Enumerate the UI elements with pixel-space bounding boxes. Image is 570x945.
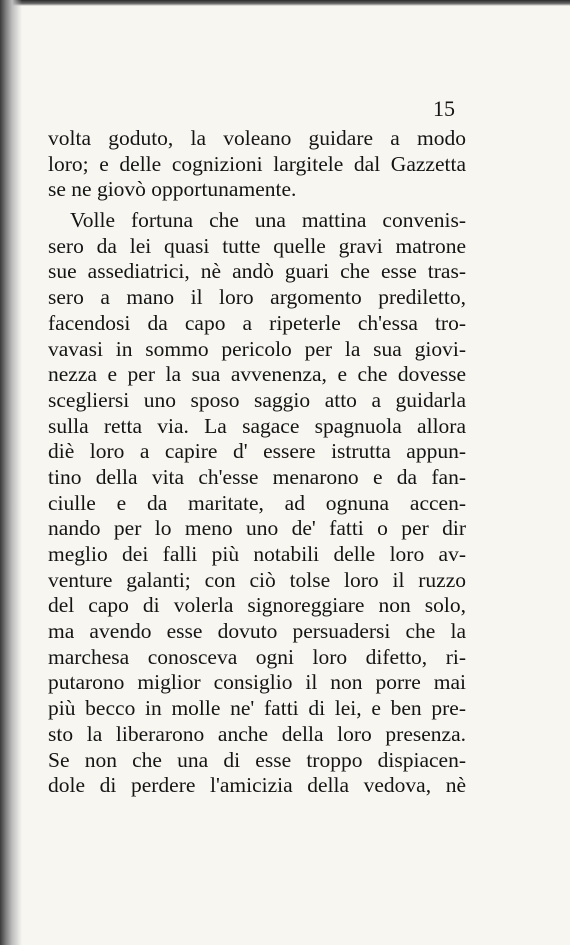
paragraph-2 [48,208,466,799]
text-line: vavasi in sommo pericolo per la sua giovi- [48,336,466,361]
text-line: volta goduto, la voleano guidare a modo [48,126,466,150]
paragraph-1 [48,126,466,203]
text-line: sto la liberarono anche della loro presenza. [48,721,466,746]
page-number: 15 [433,96,455,121]
text-line: nando per lo meno uno de' fatti o per dir [48,516,466,541]
text-line: ma avendo esse dovuto persuadersi che la [48,619,466,644]
text-line: Se non che una di esse troppo dispiacen- [48,747,466,772]
text-line: meglio dei falli più notabili delle loro av- [48,542,466,566]
text-line: venture galanti; con ciò tolse loro il ruzzo [48,567,466,592]
body-text [48,126,466,799]
top-edge-shadow [0,0,570,6]
text-line: del capo di volerla signoreggiare non solo, [48,593,466,618]
text-line: facendosi da capo a ripeterle ch'essa tro- [48,310,466,335]
text-line: se ne giovò opportunamente. [48,177,297,202]
text-line: tino della vita ch'esse menarono e da fan- [48,464,466,489]
text-line: sero a mano il loro argomento prediletto, [48,285,466,310]
text-line: sero da lei quasi tutte quelle gravi matrone [48,233,466,258]
text-line: diè loro a capire d' essere istrutta appun- [48,439,466,464]
text-line: Volle fortuna che una mattina convenis- [70,208,466,233]
text-line: nezza e per la sua avvenenza, e che dovesse [48,362,466,387]
text-line: marchesa conosceva ogni loro difetto, ri- [48,644,466,669]
text-line: putarono miglior consiglio il non porre mai [48,670,466,695]
text-line: dole di perdere l'amicizia della vedova, nè [48,773,466,798]
text-line: sulla retta via. La sagace spagnuola allora [48,413,466,438]
text-line: più becco in molle ne' fatti di lei, e ben pre- [48,696,466,721]
text-line: ciulle e da maritate, ad ognuna accen- [48,490,466,515]
binding-spine-shadow [0,0,22,945]
text-line: sue assediatrici, nè andò guari che esse tras- [48,259,466,284]
text-line: loro; e delle cognizioni largitele dal Gazzetta [48,151,466,176]
text-line: scegliersi uno sposo saggio atto a guidarla [48,387,466,412]
